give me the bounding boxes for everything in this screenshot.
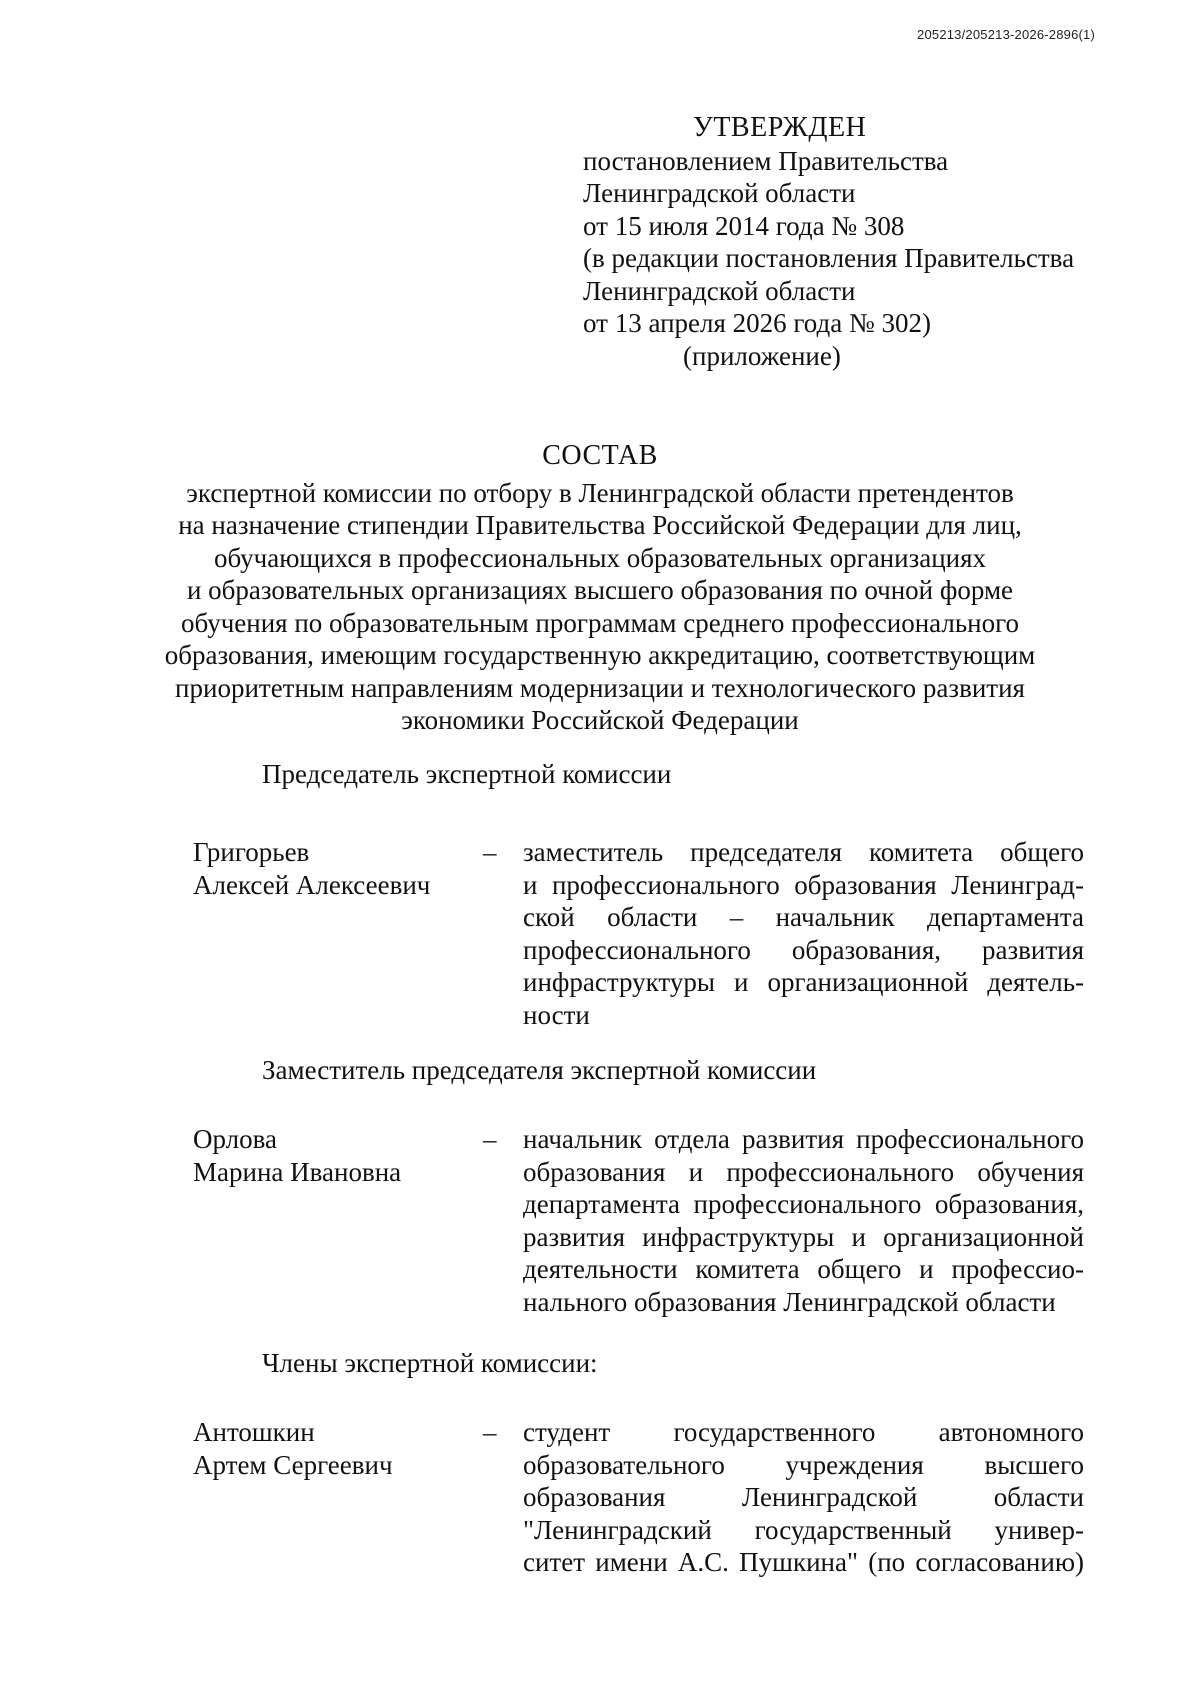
approval-line: постановлением Правительства [583,145,949,176]
section-heading-deputy: Заместитель председателя экспертной комиссии [262,1055,817,1085]
position-line: образования Ленинградской области [523,1482,1084,1512]
member-position [523,1416,1084,1579]
title-line: обучения по образовательным программам среднего профессионального [180,607,1019,638]
position-line: и профессионального образования Ленинград- [523,869,1084,900]
approval-line: Ленинградской области [583,275,856,306]
position-line: заместитель председателя комитета общего [523,837,1084,867]
position-line: ситет имени А.С. Пушкина" (по согласованию) [523,1547,1084,1577]
approval-line: от 15 июля 2014 года № 308 [583,210,905,241]
title-line: обучающихся в профессиональных образовательных организациях [213,542,987,573]
member-position [523,836,1084,1031]
approval-line: (в редакции постановления Правительства [583,243,1075,273]
member-surname: Григорьев [193,837,310,867]
position-line: образования и профессионального обучения [523,1156,1084,1187]
member-position [523,1123,1084,1318]
position-line: студент государственного автономного [523,1417,1084,1447]
title-line: экономики Российской Федерации [401,705,799,735]
section-heading-chair: Председатель экспертной комиссии [262,759,672,789]
title-line: на назначение стипендии Правительства Российской Федерации для лиц, [178,510,1022,540]
member-name [193,1416,483,1481]
appendix-label: (приложение) [683,340,841,371]
document-title-block [150,440,1050,737]
member-surname: Антошкин [193,1417,315,1447]
position-line: развития инфраструктуры и организационной [523,1221,1084,1252]
title-line: приоритетным направлениям модернизации и технологического развития [175,672,1025,703]
position-line: департамента профессионального образования, [523,1189,1084,1219]
member-dash: – [483,837,497,867]
member-name [193,1123,483,1188]
section-heading-members: Члены экспертной комиссии: [262,1348,598,1378]
member-dash: – [483,1417,497,1447]
position-line: ской области – начальник департамента [523,902,1084,932]
member-given-names: Марина Ивановна [193,1156,402,1187]
title-line: экспертной комиссии по отбору в Ленинградской области претендентов [186,477,1014,508]
member-dash: – [483,1124,497,1154]
approval-line: от 13 апреля 2026 года № 302) [583,308,931,338]
approval-stamp [583,112,1143,372]
title-line: и образовательных организациях высшего образования по очной форме [186,575,1014,605]
approval-line: Ленинградской области [583,178,856,208]
title-line: образования, имеющим государственную аккредитацию, соответствующим [164,640,1036,670]
member-surname: Орлова [193,1124,277,1154]
document-title: СОСТАВ [542,440,658,471]
position-line: деятельности комитета общего и профессио- [523,1254,1084,1284]
position-line: нального образования Ленинградской области [523,1286,1056,1317]
approved-heading: УТВЕРЖДЕН [693,112,867,143]
position-line: начальник отдела развития профессионального [523,1124,1084,1154]
position-line: "Ленинградский государственный универ- [523,1514,1084,1545]
document-id: 205213/205213-2026-2896(1) [917,27,1095,42]
position-line: образовательного учреждения высшего [523,1449,1084,1480]
member-name [193,836,483,901]
position-line: профессионального образования, развития [523,934,1084,965]
position-line: инфраструктуры и организационной деятель- [523,967,1084,997]
member-given-names: Алексей Алексеевич [193,869,431,900]
member-given-names: Артем Сергеевич [193,1449,393,1480]
position-line: ности [523,999,590,1030]
